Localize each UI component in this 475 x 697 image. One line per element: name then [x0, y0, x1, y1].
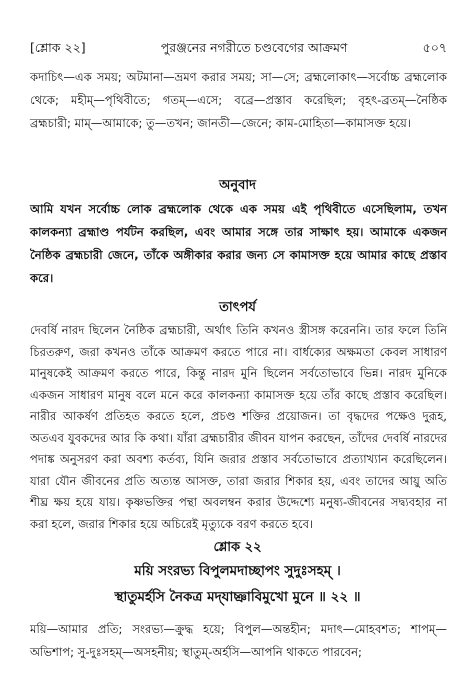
- synonyms-top: কদাচিৎ—এক সময়; অটমানা—ভ্রমণ করার সময়; সা—সে; ব্রহ্মলোকাৎ—সর্বোচ্চ ব্রহ্মলোক থেকে; মহীম্—পৃথিবীতে; গতম্—এসে; বব্রে—প্রস্তাব করেছিল; বৃহৎ-ব্রতম্—নৈষ্ঠিক ব্রহ্মচারী; মাম্—আমাকে; তু—তখন; জানতী—জেনে; কাম-মোহিতা—কামাসক্ত হয়ে।: [30, 70, 447, 130]
- purport-heading: তাৎপর্য: [219, 300, 256, 315]
- chapter-title: পুরঞ্জনের নগরীতে চণ্ডবেগের আক্রমণ: [160, 40, 348, 55]
- translation-text: আমি যখন সর্বোচ্চ লোক ব্রহ্মলোক থেকে এক সময় এই পৃথিবীতে এসেছিলাম, তখন কালকন্যা ব্রহ্মাণ্ড পর্যটন করছিল, এবং আমার সঙ্গে তার সাক্ষাৎ হয়। আমাকে একজন নৈষ্ঠিক ব্রহ্মচারী জেনে, তাঁকে অঙ্গীকার করার জন্য সে কামাসক্ত হয়ে আমার কাছে প্রস্তাব করে।: [30, 202, 447, 285]
- verse-line-2: স্থাতুমর্হসি নৈকত্র মদ্‌যাচ্ঞাবিমুখো মুনে ॥ ২২ ॥: [114, 589, 361, 605]
- purport-text: দেবর্ষি নারদ ছিলেন নৈষ্ঠিক ব্রহ্মচারী, অর্থাৎ তিনি কখনও স্ত্রীসঙ্গ করেননি। তার ফলে তিনি চিরতরুণ, জরা কখনও তাঁকে আক্রমণ করতে পারে না। বার্ধক্যের অক্ষমতা কেবল সাধারণ মানুষকেই আক্রমণ করতে পারে, কিন্তু নারদ মুনি ছিলেন সর্বতোভাবে ভিন্ন। নারদ মুনিকে একজন সাধারণ মানুষ বলে মনে করে কালকন্যা কামাসক্ত হয়ে তাঁর কাছে প্রস্তাব করেছিল। নারীর আকর্ষণ প্রতিহত করতে হলে, প্রচণ্ড শক্তির প্রয়োজন। তা বৃদ্ধদের পক্ষেও দুরূহ, অতএব যুবকদের আর কি কথা। যাঁরা ব্রহ্মচারীর জীবন যাপন করছেন, তাঁদের দেবর্ষি নারদের পদাঙ্ক অনুসরণ করা অবশ্য কর্তব্য, যিনি জরার প্রস্তাব সর্বতোভাবে প্রত্যাখ্যান করেছিলেন। যারা যৌন জীবনের প্রতি অত্যন্ত আসক্ত, তারা জরার শিকার হয়, এবং তাদের আয়ু অতি শীঘ্র ক্ষয় হয়ে যায়। কৃষ্ণভক্তির পন্থা অবলম্বন করার উদ্দেশ্যে মনুষ্য-জীবনের সদ্ব্যবহার না করা হলে, জরার শিকার হয়ে অচিরেই মৃত্যুকে বরণ করতে হবে।: [30, 323, 447, 531]
- translation-heading: অনুবাদ: [219, 178, 256, 193]
- verse-reference: [শ্লোক ২২]: [30, 40, 86, 55]
- page-number: ৫০৭: [422, 40, 447, 55]
- verse-heading: শ্লোক ২২: [213, 540, 262, 555]
- page-header: [30, 40, 447, 60]
- synonyms-bottom: ময়ি—আমার প্রতি; সংরভ্য—ক্রুদ্ধ হয়ে; বিপুল—অন্তহীন; মদাৎ—মোহবশত; শাপম্—অভিশাপ; সু-দুঃসহম্—অসহনীয়; স্থাতুম্-অর্হসি—আপনি থাকতে পারবেন;: [30, 622, 447, 659]
- verse-line-1: ময়ি সংরভ্য বিপুলমদাচ্ছাপং সুদুঃসহম্ ।: [134, 563, 341, 579]
